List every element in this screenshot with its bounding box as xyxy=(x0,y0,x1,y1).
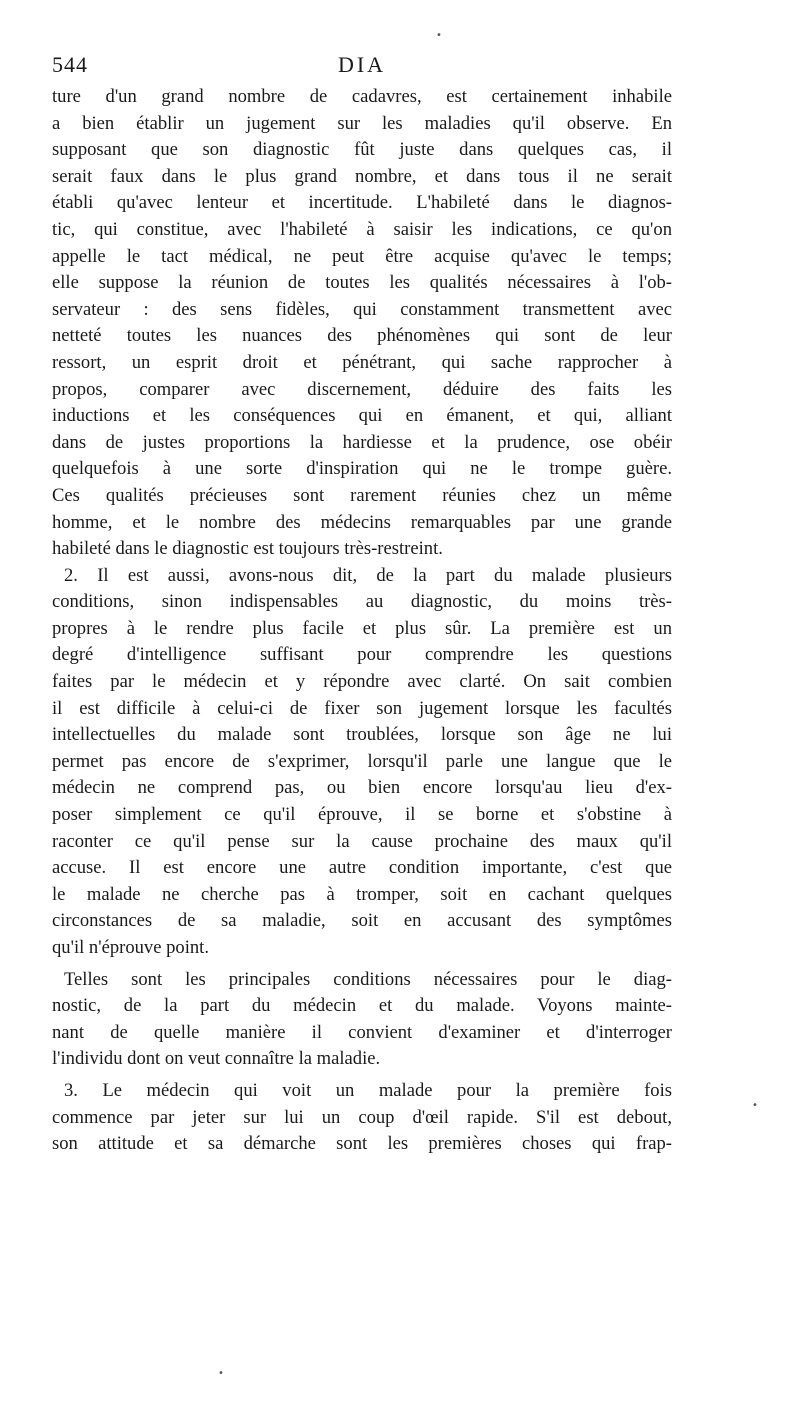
text-line: Telles sont les principales conditions nécessaires pour le diag- xyxy=(64,968,672,990)
text-line: propres à le rendre plus facile et plus sûr. La première est un xyxy=(52,617,672,639)
text-line: tic, qui constitue, avec l'habileté à saisir les indications, ce qu'on xyxy=(52,218,672,240)
text-line: servateur : des sens fidèles, qui constamment transmettent avec xyxy=(52,298,672,320)
scan-speck: • xyxy=(218,1368,224,1379)
book-page xyxy=(52,48,672,1158)
paragraph-1 xyxy=(52,84,672,563)
text-line: intellectuelles du malade sont troublées, lorsque son âge ne lui xyxy=(52,724,672,746)
text-line: poser simplement ce qu'il éprouve, il se borne et s'obstine à xyxy=(52,804,672,826)
text-line: quelquefois à une sorte d'inspiration qui ne le trompe guère. xyxy=(52,458,672,480)
text-line: nostic, de la part du médecin et du malade. Voyons mainte- xyxy=(52,995,672,1017)
text-line: netteté toutes les nuances des phénomènes qui sont de leur xyxy=(52,325,672,347)
paragraph-3 xyxy=(52,967,672,1073)
scan-speck: • xyxy=(752,1100,758,1111)
text-line: le malade ne cherche pas à tromper, soit en cachant quelques xyxy=(52,883,672,905)
running-head xyxy=(52,48,672,84)
text-line: 3. Le médecin qui voit un malade pour la première fois xyxy=(64,1079,672,1101)
text-line: Ces qualités précieuses sont rarement réunies chez un même xyxy=(52,484,672,506)
text-line: faites par le médecin et y répondre avec clarté. On sait combien xyxy=(52,671,672,693)
text-line: il est difficile à celui-ci de fixer son jugement lorsque les facultés xyxy=(52,697,672,719)
text-line: permet pas encore de s'exprimer, lorsqu'il parle une langue que le xyxy=(52,750,672,772)
body-text xyxy=(52,84,672,1158)
paragraph-2 xyxy=(52,563,672,962)
text-line: 2. Il est aussi, avons-nous dit, de la part du malade plusieurs xyxy=(64,564,672,586)
text-line: elle suppose la réunion de toutes les qualités nécessaires à l'ob- xyxy=(52,272,672,294)
text-line: l'individu dont on veut connaître la maladie. xyxy=(52,1048,381,1070)
text-line: dans de justes proportions la hardiesse et la prudence, ose obéir xyxy=(52,431,672,453)
text-line: supposant que son diagnostic fût juste dans quelques cas, il xyxy=(52,139,672,161)
running-title: DIA xyxy=(337,52,387,77)
text-line: inductions et les conséquences qui en émanent, et qui, alliant xyxy=(52,405,672,427)
text-line: qu'il n'éprouve point. xyxy=(52,937,209,958)
text-line: propos, comparer avec discernement, déduire des faits les xyxy=(52,378,672,400)
text-line: établi qu'avec lenteur et incertitude. L'habileté dans le diagnos- xyxy=(52,192,672,214)
page-number: 544 xyxy=(52,52,88,77)
text-line: habileté dans le diagnostic est toujours très-restreint. xyxy=(52,538,443,560)
text-line: circonstances de sa maladie, soit en accusant des symptômes xyxy=(52,910,672,932)
text-line: degré d'intelligence suffisant pour comprendre les questions xyxy=(52,644,672,666)
text-line: médecin ne comprend pas, ou bien encore lorsqu'au lieu d'ex- xyxy=(52,777,672,799)
text-line: commence par jeter sur lui un coup d'œil rapide. S'il est debout, xyxy=(52,1106,672,1128)
text-line: accuse. Il est encore une autre condition importante, c'est que xyxy=(52,857,672,879)
text-line: serait faux dans le plus grand nombre, et dans tous il ne serait xyxy=(52,165,672,187)
text-line: son attitude et sa démarche sont les premières choses qui frap- xyxy=(52,1133,672,1155)
text-line: conditions, sinon indispensables au diagnostic, du moins très- xyxy=(52,591,672,613)
text-line: homme, et le nombre des médecins remarquables par une grande xyxy=(52,511,672,533)
text-line: ressort, un esprit droit et pénétrant, qui sache rapprocher à xyxy=(52,351,672,373)
text-line: nant de quelle manière il convient d'examiner et d'interroger xyxy=(52,1021,672,1043)
text-line: appelle le tact médical, ne peut être acquise qu'avec le temps; xyxy=(52,245,672,267)
text-line: raconter ce qu'il pense sur la cause prochaine des maux qu'il xyxy=(52,830,672,852)
scan-speck: • xyxy=(436,30,442,41)
text-line: a bien établir un jugement sur les maladies qu'il observe. En xyxy=(52,112,672,134)
text-line: ture d'un grand nombre de cadavres, est certainement inhabile xyxy=(52,86,672,107)
paragraph-4 xyxy=(52,1078,672,1158)
